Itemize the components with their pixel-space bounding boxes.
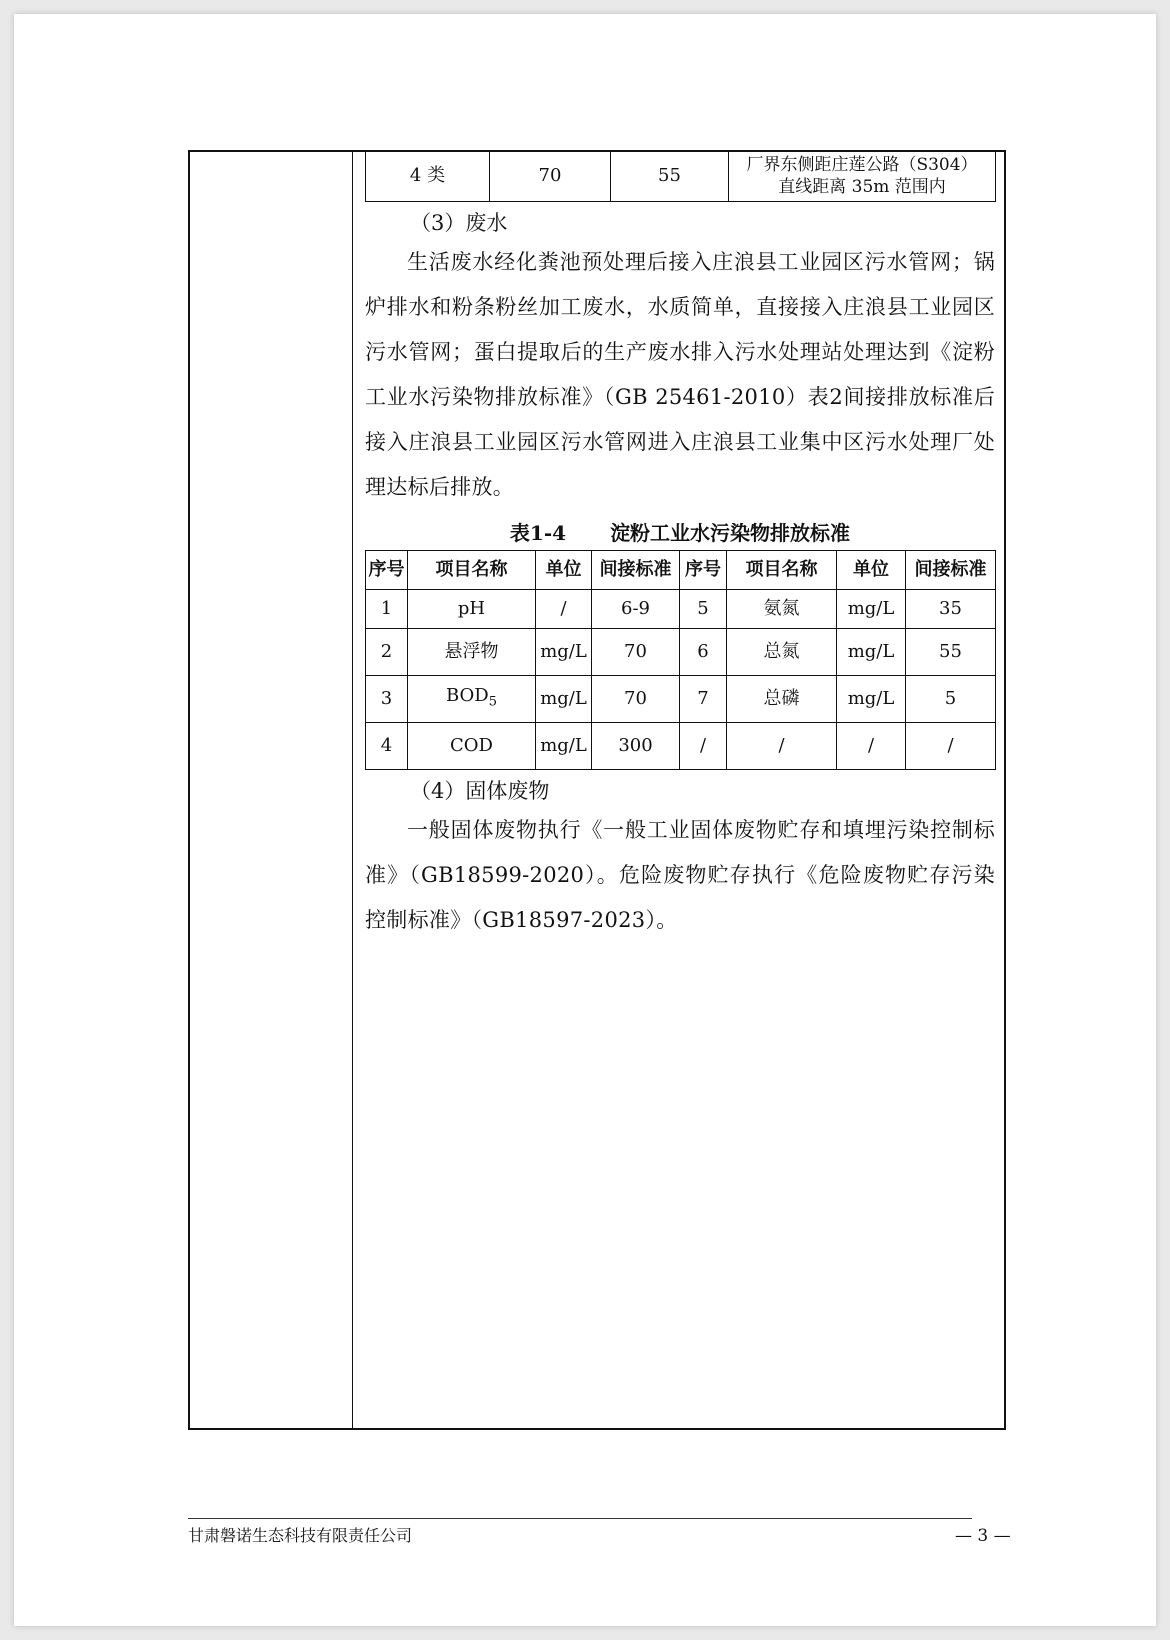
table-cell: mg/L — [837, 676, 906, 723]
table-cell: / — [680, 723, 727, 770]
starch-discharge-standard-table — [365, 550, 996, 770]
table-cell: 悬浮物 — [408, 629, 536, 676]
table-cell: 5 — [680, 590, 727, 629]
table-cell-bod — [408, 676, 536, 723]
section-heading-wastewater: （3）废水 — [410, 211, 508, 235]
table-row — [366, 590, 996, 629]
table-cell: mg/L — [536, 629, 592, 676]
description-line: 直线距离 35m 范围内 — [778, 177, 946, 197]
column-header: 序号 — [680, 551, 727, 590]
column-header: 项目名称 — [727, 551, 837, 590]
table-cell: mg/L — [536, 676, 592, 723]
table-cell: 总氮 — [727, 629, 837, 676]
table-row — [366, 676, 996, 723]
table-cell: / — [906, 723, 996, 770]
table-cell: 300 — [592, 723, 680, 770]
footer-company-name: 甘肃磐诺生态科技有限责任公司 — [188, 1526, 413, 1545]
table-caption — [365, 516, 995, 550]
table-cell: 55 — [906, 629, 996, 676]
table-cell: mg/L — [837, 590, 906, 629]
table-cell: 3 — [366, 676, 408, 723]
table-cell: mg/L — [837, 629, 906, 676]
table-row — [366, 151, 996, 202]
table-cell: 6-9 — [592, 590, 680, 629]
table-cell: 1 — [366, 590, 408, 629]
table-header-row — [366, 551, 996, 590]
table-cell: pH — [408, 590, 536, 629]
table-cell: 70 — [592, 676, 680, 723]
column-header: 项目名称 — [408, 551, 536, 590]
table-cell: / — [536, 590, 592, 629]
column-header: 单位 — [837, 551, 906, 590]
table-cell: 5 — [906, 676, 996, 723]
table-cell: 7 — [680, 676, 727, 723]
table-cell: 4 — [366, 723, 408, 770]
column-header: 间接标准 — [906, 551, 996, 590]
table-row — [366, 629, 996, 676]
wastewater-paragraph: 生活废水经化粪池预处理后接入庄浪县工业园区污水管网；锅炉排水和粉条粉丝加工废水，水质简单，直接接入庄浪县工业园区污水管网；蛋白提取后的生产废水排入污水处理站处理达到《淀粉工业水污染物排放标准》（GB 25461-2010）表2间接排放标准后接入庄浪县工业园区污水管网进入庄浪县工业集中区污水处理厂处理达标后排放。 — [365, 250, 995, 499]
column-header: 间接标准 — [592, 551, 680, 590]
column-header: 序号 — [366, 551, 408, 590]
table-cell: / — [727, 723, 837, 770]
table-row — [366, 723, 996, 770]
table-cell: 氨氮 — [727, 590, 837, 629]
table-cell: 总磷 — [727, 676, 837, 723]
section-heading-solid-waste: （4）固体废物 — [410, 779, 550, 803]
table-cell: 70 — [592, 629, 680, 676]
table-cell: 4 类 — [366, 151, 490, 202]
column-header: 单位 — [536, 551, 592, 590]
table-cell: 35 — [906, 590, 996, 629]
table-number: 表1-4 — [509, 521, 567, 545]
main-content — [365, 150, 995, 943]
table-title: 淀粉工业水污染物排放标准 — [610, 521, 851, 545]
table-cell: / — [837, 723, 906, 770]
table-cell: mg/L — [536, 723, 592, 770]
table-cell: 2 — [366, 629, 408, 676]
frame-column-divider — [352, 150, 353, 1430]
table-cell: 70 — [490, 151, 611, 202]
table-cell-description — [729, 151, 996, 202]
bod-subscript: 5 — [488, 694, 498, 710]
footer-rule — [188, 1518, 972, 1519]
page-number: — 3 — — [955, 1526, 1011, 1546]
table-cell: 6 — [680, 629, 727, 676]
bod-label: BOD — [445, 684, 489, 706]
table-cell: 55 — [611, 151, 729, 202]
noise-standard-table-fragment — [365, 150, 996, 202]
solid-waste-paragraph: 一般固体废物执行《一般工业固体废物贮存和填埋污染控制标准》（GB18599-2020）。危险废物贮存执行《危险废物贮存污染控制标准》（GB18597-2023）。 — [365, 818, 995, 932]
table-cell: COD — [408, 723, 536, 770]
description-line: 厂界东侧距庄莲公路（S304） — [746, 155, 978, 175]
